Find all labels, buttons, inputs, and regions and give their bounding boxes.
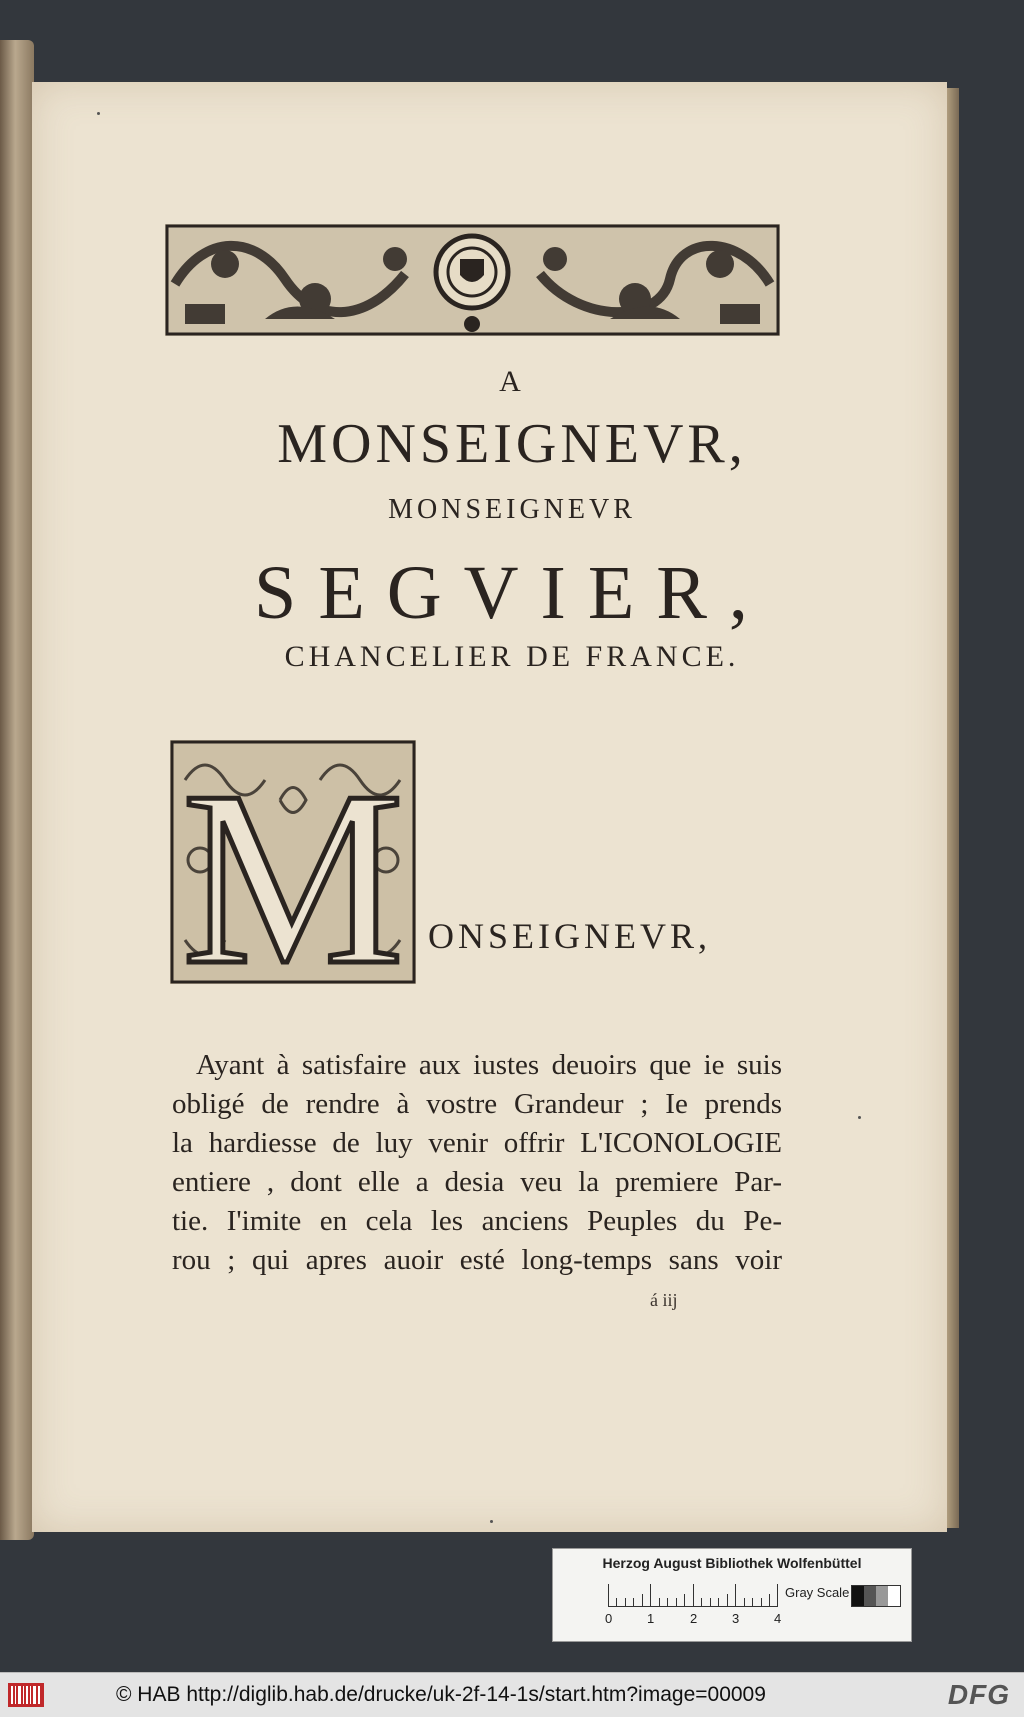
ruler-tick [701, 1598, 702, 1606]
ruler-number: 4 [774, 1611, 782, 1626]
ruler [608, 1584, 778, 1607]
scan-color-bar [552, 1548, 912, 1642]
ruler-tick [642, 1594, 643, 1606]
ruler-tick [608, 1584, 609, 1606]
ruler-number: 2 [690, 1611, 698, 1626]
dedication-title-small: MONSEIGNEVR [388, 494, 636, 525]
ruler-tick [650, 1584, 651, 1606]
source-link[interactable]: © HAB http://diglib.hab.de/drucke/uk-2f-14-1s/start.htm?image=00009 [116, 1683, 766, 1706]
dedication-title-large: MONSEIGNEVR, [277, 413, 747, 475]
institution-label: Herzog August Bibliothek Wolfenbüttel [602, 1555, 862, 1571]
barcode-logo-icon [8, 1683, 44, 1707]
ruler-tick [625, 1598, 626, 1606]
letter-body [172, 1046, 782, 1280]
book-spine [0, 40, 34, 1540]
page-speck [97, 112, 100, 115]
ruler-tick [616, 1598, 617, 1606]
ruler-tick [667, 1598, 668, 1606]
ruler-tick [684, 1594, 685, 1606]
body-line: entiere , dont elle a desia veu la premiere Par- [172, 1166, 782, 1198]
ruler-number: 3 [732, 1611, 740, 1626]
ruler-tick [727, 1594, 728, 1606]
ruler-tick [693, 1584, 694, 1606]
ruler-tick [777, 1584, 778, 1606]
decorated-initial [170, 740, 416, 984]
ruler-number: 1 [647, 1611, 655, 1626]
ruler-tick [633, 1598, 634, 1606]
ruler-tick [659, 1598, 660, 1606]
signature-mark: á iij [650, 1290, 678, 1310]
body-line: tie. I'imite en cela les anciens Peuples du Pe- [172, 1205, 782, 1237]
body-line: obligé de rendre à vostre Grandeur ; Ie prends [172, 1088, 782, 1120]
gray-scale-swatches [851, 1585, 901, 1607]
ruler-tick [676, 1598, 677, 1606]
salutation: ONSEIGNEVR, [428, 916, 711, 956]
dedication-to: A [499, 365, 525, 398]
page-speck [858, 1116, 861, 1119]
ornamental-headpiece [165, 224, 780, 336]
body-line: rou ; qui apres auoir esté long-temps sans voir [172, 1244, 782, 1276]
body-line: la hardiesse de luy venir offrir L'ICONOLOGIE [172, 1127, 782, 1159]
ruler-tick [769, 1594, 770, 1606]
dedicatee-name: SEGVIER, [254, 551, 770, 635]
ruler-tick [752, 1598, 753, 1606]
dedicatee-office: CHANCELIER DE FRANCE. [284, 640, 740, 673]
ruler-tick [718, 1598, 719, 1606]
ruler-tick [761, 1598, 762, 1606]
gray-scale-label: Gray Scale [785, 1585, 850, 1600]
initial-letter: M [181, 740, 405, 984]
ruler-tick [710, 1598, 711, 1606]
page-edge [945, 88, 959, 1528]
ruler-tick [735, 1584, 736, 1606]
dfg-logo: DFG [947, 1679, 1010, 1710]
viewer-footer [0, 1672, 1024, 1717]
ruler-number: 0 [605, 1611, 613, 1626]
ruler-tick [744, 1598, 745, 1606]
page-speck [490, 1520, 493, 1523]
body-line: Ayant à satisfaire aux iustes deuoirs que ie suis [196, 1049, 782, 1081]
